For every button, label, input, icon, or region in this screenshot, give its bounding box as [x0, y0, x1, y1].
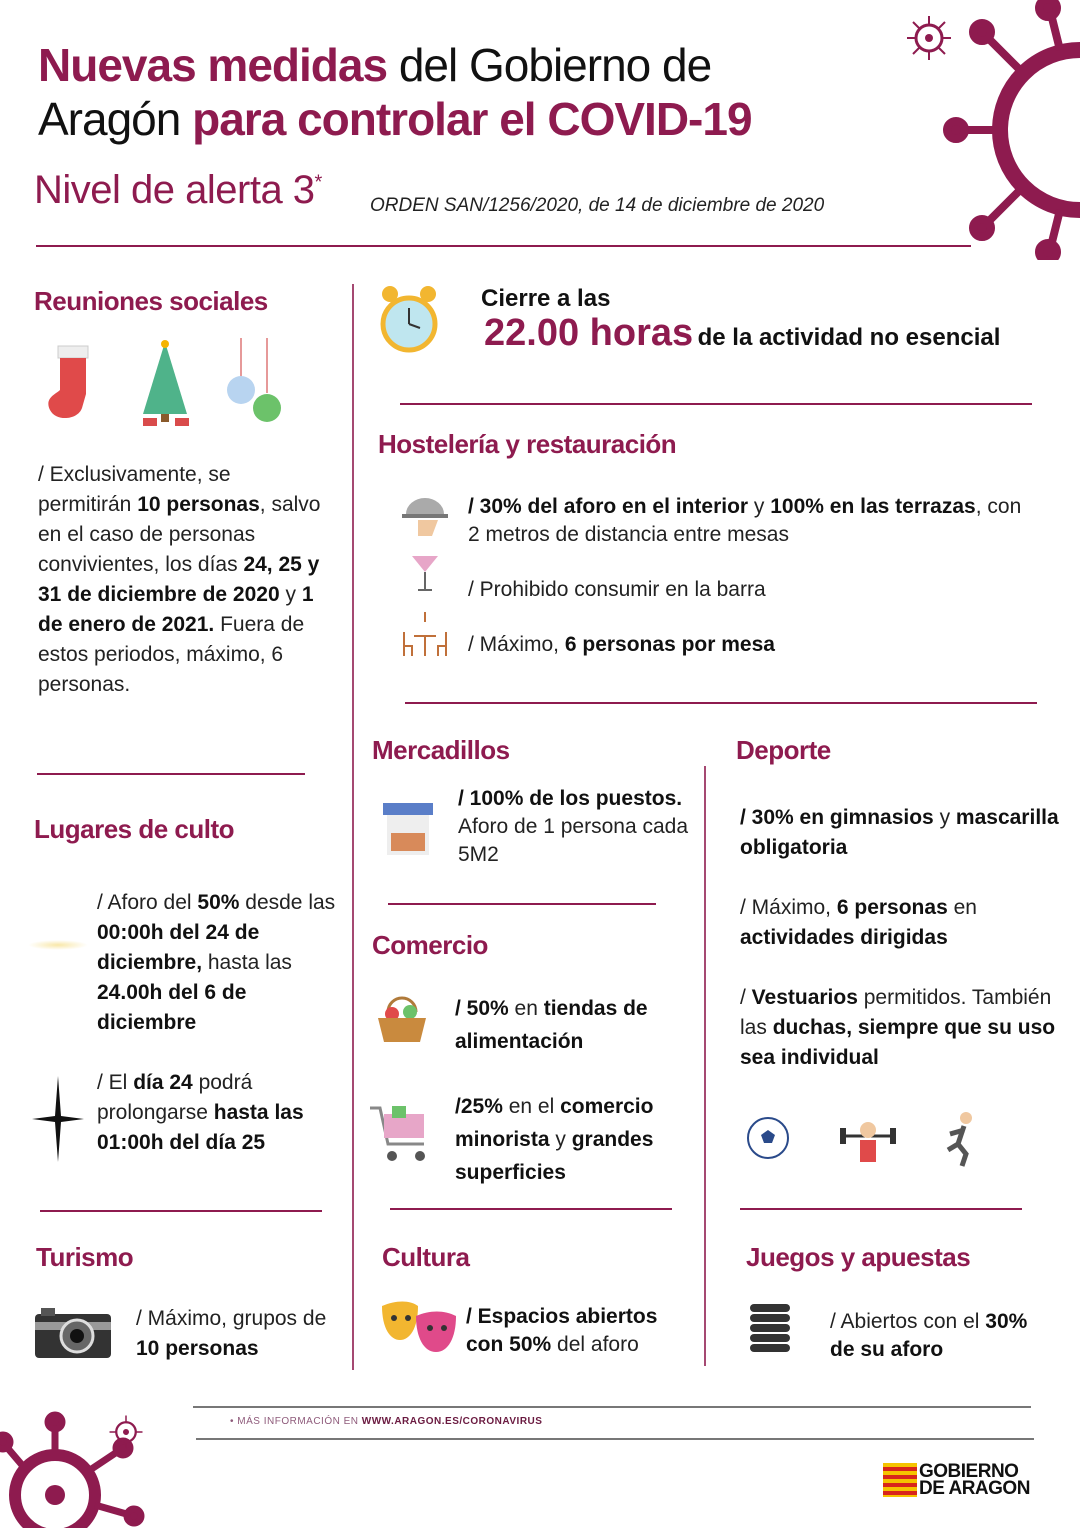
turismo-text [136, 1304, 336, 1364]
text-segment: / Abiertos con el [830, 1310, 986, 1333]
christmas-tree-icon [135, 338, 195, 428]
bold-text: / 50% [455, 997, 509, 1020]
section-title-hosteleria: Hostelería y restauración [378, 429, 677, 459]
closing-rest: de la actividad no esencial [697, 324, 1001, 351]
text-segment: en [947, 896, 977, 919]
bold-text: 100% en las terrazas [770, 495, 976, 518]
bold-text: 10 personas [137, 493, 260, 516]
divider [740, 1208, 1022, 1210]
text-segment: desde las [239, 891, 336, 914]
section-title-deporte: Deporte [736, 735, 831, 765]
virus-icon [905, 14, 953, 62]
hosteleria-item-3 [468, 630, 1038, 660]
text-segment: / Aforo del [97, 891, 198, 914]
divider [37, 773, 305, 775]
bold-text: día 24 [133, 1071, 193, 1094]
gobierno-aragon-logo [883, 1463, 1030, 1497]
table-chairs-icon [400, 612, 450, 658]
bold-text: 10 personas [136, 1337, 259, 1360]
basket-icon [376, 992, 428, 1044]
deporte-item-3 [740, 983, 1060, 1073]
mercadillos-text [458, 785, 688, 869]
text-segment: / [740, 986, 752, 1009]
text-segment: del Gobierno de [387, 39, 712, 91]
closing-line-2 [484, 312, 1000, 355]
section-title-cultura: Cultura [382, 1242, 470, 1272]
bold-text: /25% [455, 1095, 503, 1118]
text-segment: / Prohibido consumir en la barra [468, 578, 766, 601]
reuniones-text [38, 460, 328, 700]
theater-masks-icon [380, 1300, 458, 1356]
text-segment: Aragón [38, 93, 193, 145]
title-line-2 [38, 92, 752, 146]
bold-text: / 30% del aforo en el interior [468, 495, 749, 518]
deporte-item-1 [740, 803, 1060, 863]
text-segment: Fuera de estos periodos, máximo, 6 personas. [38, 613, 305, 696]
bold-text: 6 personas [836, 896, 948, 919]
shopping-cart-icon [368, 1102, 432, 1166]
hosteleria-item-1 [468, 493, 1038, 549]
text-segment: y [549, 1128, 572, 1151]
ornaments-icon [225, 338, 285, 428]
text-segment: podrá prolongarse [97, 1071, 253, 1124]
text-segment: en [508, 997, 544, 1020]
text-segment: , salvo en el caso de personas convivientes, los días [38, 493, 321, 576]
title-line-1 [38, 38, 711, 92]
bold-text: 00:00h del 24 de diciembre, [97, 921, 260, 974]
text-segment: y [279, 583, 302, 606]
text-segment: y [748, 495, 771, 518]
more-info: • MÁS INFORMACIÓN EN WWW.ARAGON.ES/CORONAVIRUS [230, 1416, 543, 1427]
culto-item-1 [97, 888, 347, 1038]
bold-text: actividades dirigidas [740, 926, 948, 949]
logo-line-2: DE ARAGON [919, 1478, 1030, 1499]
footer-divider-top [193, 1406, 1031, 1408]
comercio-item-2 [455, 1090, 695, 1189]
section-title-reuniones: Reuniones sociales [34, 286, 268, 316]
text-segment: Aforo de 1 persona cada 5M2 [458, 815, 688, 866]
bold-text: mascarilla obligatoria [740, 806, 1059, 859]
market-stall-icon [383, 803, 433, 855]
alert-level-text: Nivel de alerta 3 [34, 168, 315, 212]
bold-text: duchas, siempre que su uso sea individual [740, 1016, 1056, 1069]
footer-divider-bottom [196, 1438, 1034, 1440]
text-segment: / Máximo, grupos de [136, 1307, 327, 1330]
divider [400, 403, 1032, 405]
divider [390, 1208, 672, 1210]
section-title-turismo: Turismo [36, 1242, 134, 1272]
bold-text: 24.00h del 6 de diciembre [97, 981, 247, 1034]
closing-time: 22.00 horas [484, 312, 694, 354]
bold-text: / Espacios abiertos con 50% [466, 1305, 658, 1356]
section-title-culto: Lugares de culto [34, 814, 235, 844]
divider [40, 1210, 322, 1212]
glow-icon [28, 940, 88, 950]
casino-chips-icon [748, 1302, 792, 1358]
order-reference: ORDEN SAN/1256/2020, de 14 de diciembre de 2020 [370, 195, 825, 216]
camera-icon [35, 1308, 111, 1358]
bold-text: / 30% en gimnasios [740, 806, 934, 829]
column-divider [352, 284, 354, 1370]
bold-text: para controlar el COVID-19 [192, 93, 752, 145]
stocking-icon [44, 340, 100, 426]
bold-text: Nuevas medidas [38, 39, 388, 91]
waiter-cloche-icon [402, 494, 448, 538]
virus-icon [108, 1414, 144, 1450]
alarm-clock-icon [378, 282, 440, 358]
bold-text: 1 de enero de 2021. [38, 583, 314, 636]
closing-line-1: Cierre a las [481, 285, 611, 312]
cultura-text [466, 1303, 696, 1359]
bold-text: 50% [197, 891, 240, 914]
bold-text: grandes superficies [455, 1128, 654, 1184]
virus-icon [940, 0, 1080, 260]
weightlifter-icon [838, 1118, 898, 1166]
aragon-flag-icon [883, 1463, 917, 1497]
bold-text: / 100% de los puestos. [458, 787, 683, 810]
runner-icon [940, 1110, 980, 1168]
alert-asterisk: * [314, 171, 322, 194]
more-info-link[interactable]: WWW.ARAGON.ES/CORONAVIRUS [361, 1416, 543, 1427]
text-segment: hasta las [202, 951, 292, 974]
juegos-text [830, 1308, 1050, 1364]
text-segment: del aforo [551, 1333, 639, 1356]
text-segment: permitidos. También las [740, 986, 1052, 1039]
culto-item-2 [97, 1068, 347, 1158]
column-divider [704, 766, 706, 1366]
text-segment: / Máximo, [468, 633, 565, 656]
text-segment: / Máximo, [740, 896, 837, 919]
alert-level [34, 168, 322, 213]
header-divider [36, 245, 971, 247]
text-segment: , con 2 metros de distancia entre mesas [468, 495, 1022, 546]
divider [405, 702, 1037, 704]
hosteleria-item-2 [468, 575, 1038, 605]
logo-line-1: GOBIERNO [919, 1461, 1019, 1482]
section-title-mercadillos: Mercadillos [372, 735, 510, 765]
bold-text: hasta las 01:00h del día 25 [97, 1101, 304, 1154]
more-info-prefix: MÁS INFORMACIÓN EN [237, 1416, 362, 1427]
soccer-ball-icon [746, 1116, 790, 1160]
text-segment: / El [97, 1071, 134, 1094]
bold-text: comercio minorista [455, 1095, 654, 1151]
text-segment: / Exclusivamente, se permitirán [38, 463, 231, 516]
comercio-item-1 [455, 992, 695, 1058]
bold-text: 30% de su aforo [830, 1310, 1028, 1361]
divider [388, 903, 656, 905]
deporte-item-2 [740, 893, 1060, 953]
bold-text: Vestuarios [751, 986, 858, 1009]
bold-text: tiendas de alimentación [455, 997, 648, 1053]
text-segment: en el [502, 1095, 561, 1118]
cocktail-icon [410, 550, 440, 596]
text-segment: y [933, 806, 956, 829]
bold-text: 6 personas por mesa [564, 633, 775, 656]
bold-text: 24, 25 y 31 de diciembre de 2020 [38, 553, 320, 606]
star-icon [32, 1076, 84, 1162]
section-title-juegos: Juegos y apuestas [746, 1242, 971, 1272]
section-title-comercio: Comercio [372, 930, 488, 960]
